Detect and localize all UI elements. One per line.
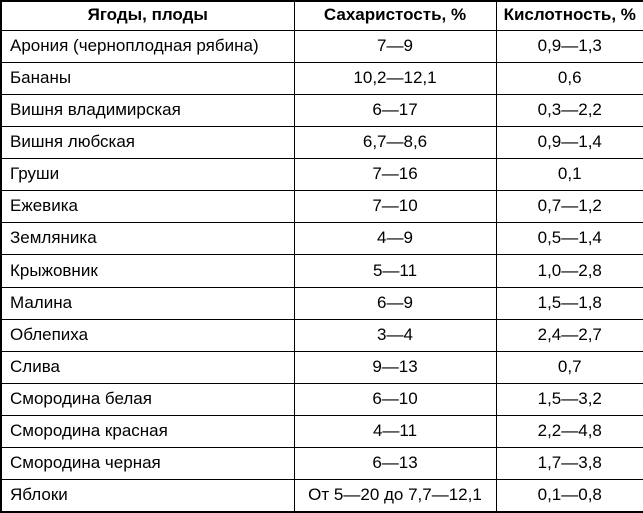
cell-sugar: 6—17 xyxy=(294,94,496,126)
cell-name: Крыжовник xyxy=(1,255,294,287)
table-row xyxy=(1,383,643,415)
cell-acidity: 1,5—3,2 xyxy=(496,383,643,415)
cell-sugar: 7—10 xyxy=(294,191,496,223)
table-row xyxy=(1,62,643,94)
cell-name: Вишня любская xyxy=(1,126,294,158)
cell-name: Малина xyxy=(1,287,294,319)
cell-name: Слива xyxy=(1,351,294,383)
cell-acidity: 0,6 xyxy=(496,62,643,94)
cell-acidity: 1,0—2,8 xyxy=(496,255,643,287)
table-row xyxy=(1,94,643,126)
cell-name: Яблоки xyxy=(1,480,294,512)
cell-sugar: 6—10 xyxy=(294,383,496,415)
cell-sugar: 6—13 xyxy=(294,448,496,480)
header-row xyxy=(1,1,643,30)
cell-name: Бананы xyxy=(1,62,294,94)
cell-sugar: 7—16 xyxy=(294,159,496,191)
cell-name: Земляника xyxy=(1,223,294,255)
cell-sugar: 6,7—8,6 xyxy=(294,126,496,158)
cell-acidity: 0,3—2,2 xyxy=(496,94,643,126)
column-header-sugar: Сахаристость, % xyxy=(294,1,496,30)
table-row xyxy=(1,223,643,255)
cell-acidity: 0,5—1,4 xyxy=(496,223,643,255)
table-row xyxy=(1,351,643,383)
table-row xyxy=(1,480,643,512)
table-row xyxy=(1,287,643,319)
cell-acidity: 1,5—1,8 xyxy=(496,287,643,319)
cell-name: Арония (черноплодная рябина) xyxy=(1,30,294,62)
cell-sugar: 3—4 xyxy=(294,319,496,351)
cell-sugar: От 5—20 до 7,7—12,1 xyxy=(294,480,496,512)
table-row xyxy=(1,30,643,62)
column-header-acidity: Кислотность, % xyxy=(496,1,643,30)
cell-name: Вишня владимирская xyxy=(1,94,294,126)
cell-acidity: 1,7—3,8 xyxy=(496,448,643,480)
table-row xyxy=(1,319,643,351)
cell-sugar: 9—13 xyxy=(294,351,496,383)
cell-acidity: 0,1—0,8 xyxy=(496,480,643,512)
cell-sugar: 10,2—12,1 xyxy=(294,62,496,94)
cell-acidity: 0,7 xyxy=(496,351,643,383)
cell-acidity: 0,9—1,4 xyxy=(496,126,643,158)
cell-name: Смородина красная xyxy=(1,416,294,448)
cell-sugar: 4—9 xyxy=(294,223,496,255)
cell-name: Облепиха xyxy=(1,319,294,351)
cell-name: Груши xyxy=(1,159,294,191)
cell-sugar: 4—11 xyxy=(294,416,496,448)
table-row xyxy=(1,416,643,448)
table-row xyxy=(1,448,643,480)
cell-acidity: 2,2—4,8 xyxy=(496,416,643,448)
cell-acidity: 0,9—1,3 xyxy=(496,30,643,62)
cell-sugar: 6—9 xyxy=(294,287,496,319)
table-row xyxy=(1,255,643,287)
table-row xyxy=(1,191,643,223)
cell-acidity: 2,4—2,7 xyxy=(496,319,643,351)
cell-sugar: 7—9 xyxy=(294,30,496,62)
cell-acidity: 0,1 xyxy=(496,159,643,191)
cell-acidity: 0,7—1,2 xyxy=(496,191,643,223)
cell-name: Смородина белая xyxy=(1,383,294,415)
cell-name: Смородина черная xyxy=(1,448,294,480)
cell-name: Ежевика xyxy=(1,191,294,223)
column-header-name: Ягоды, плоды xyxy=(1,1,294,30)
cell-sugar: 5—11 xyxy=(294,255,496,287)
table-row xyxy=(1,159,643,191)
table-body xyxy=(1,30,643,512)
table-row xyxy=(1,126,643,158)
